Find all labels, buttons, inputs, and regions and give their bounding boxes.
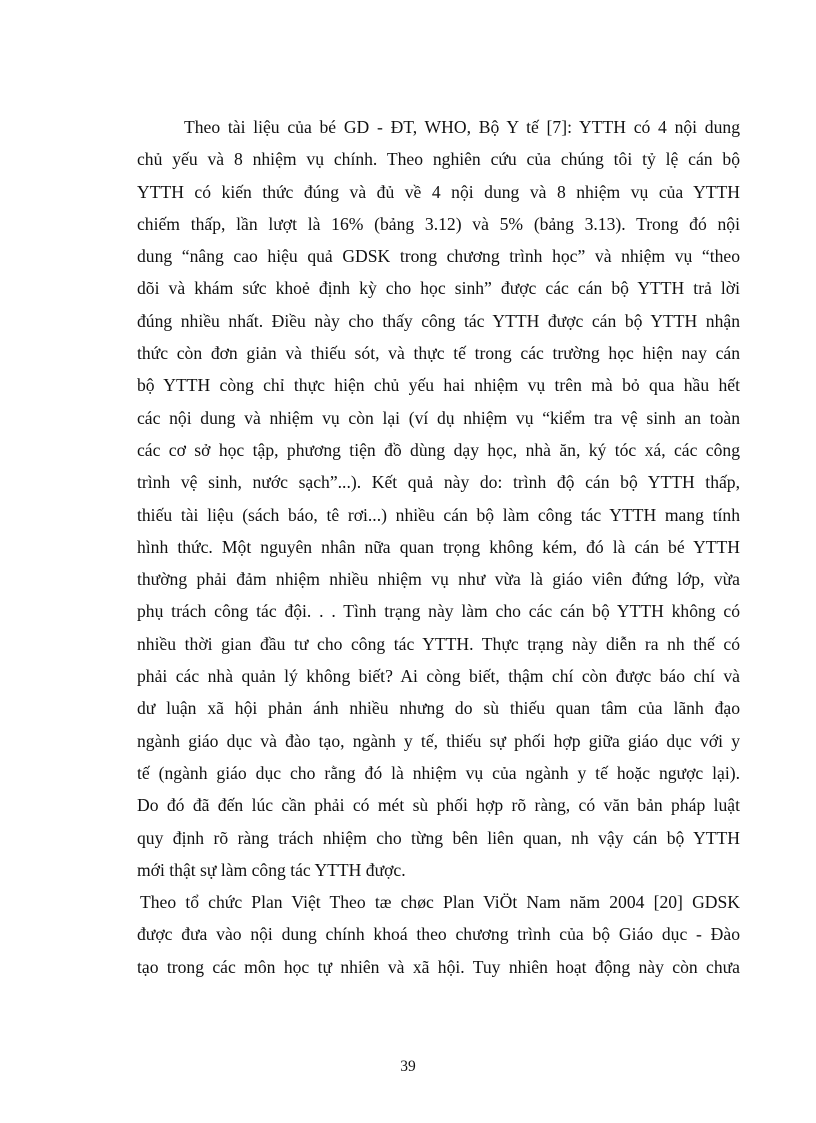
paragraph-line: phải các nhà quản lý không biết? Ai còng biết, thậm chí còn được báo chí và (137, 666, 740, 687)
paragraph-line: thức còn đơn giản và thiếu sót, và thực tế trong các trường học hiện nay cán (137, 343, 740, 364)
paragraph-line: bộ YTTH còng chỉ thực hiện chủ yếu hai nhiệm vụ trên mà bỏ qua hầu hết (137, 375, 740, 396)
paragraph-line: tế (ngành giáo dục cho rằng đó là nhiệm vụ của ngành y tế hoặc ngược lại). (137, 762, 740, 783)
paragraph-line: các cơ sở học tập, phương tiện đồ dùng dạy học, nhà ăn, ký tóc xá, các công (137, 439, 740, 460)
paragraph-line: Theo tổ chức Plan Việt Theo tæ chøc Plan ViÖt Nam năm 2004 [20] GDSK (140, 892, 740, 913)
paragraph-line: Do đó đã đến lúc cần phải có mét sù phối hợp rõ ràng, có văn bản pháp luật (137, 795, 740, 816)
paragraph-line: Theo tài liệu của bé GD - ĐT, WHO, Bộ Y tế [7]: YTTH có 4 nội dung (184, 117, 740, 137)
paragraph-line: YTTH có kiến thức đúng và đủ về 4 nội dung và 8 nhiệm vụ của YTTH (137, 181, 740, 202)
paragraph-line: dung “nâng cao hiệu quả GDSK trong chương trình học” và nhiệm vụ “theo (137, 246, 740, 267)
paragraph-line: dõi và khám sức khoẻ định kỳ cho học sinh” được các cán bộ YTTH trả lời (137, 278, 740, 299)
paragraph-line: thường phải đảm nhiệm nhiều nhiệm vụ như vừa là giáo viên đứng lớp, vừa (137, 569, 740, 590)
paragraph-line: dư luận xã hội phản ánh nhiều nhưng do sù thiếu quan tâm của lãnh đạo (137, 698, 740, 719)
paragraph-line: các nội dung và nhiệm vụ còn lại (ví dụ nhiệm vụ “kiểm tra vệ sinh an toàn (137, 407, 740, 428)
paragraph-line: hình thức. Một nguyên nhân nữa quan trọng không kém, đó là cán bé YTTH (137, 536, 740, 557)
paragraph-line: ngành giáo dục và đào tạo, ngành y tế, thiếu sự phối hợp giữa giáo dục với y (137, 730, 740, 751)
paragraph-line: mới thật sự làm công tác YTTH được. (137, 859, 406, 880)
paragraph-line: tạo trong các môn học tự nhiên và xã hội. Tuy nhiên hoạt động này còn chưa (137, 956, 740, 977)
body-text (137, 111, 740, 983)
paragraph-line: thiếu tài liệu (sách báo, tê rơi...) nhiều cán bộ làm công tác YTTH mang tính (137, 504, 740, 525)
paragraph-line: đúng nhiều nhất. Điều này cho thấy công tác YTTH được cán bộ YTTH nhận (137, 310, 740, 331)
page-number: 39 (400, 1058, 416, 1075)
paragraph-line: phụ trách công tác đội. . . Tình trạng này làm cho các cán bộ YTTH không có (137, 601, 740, 622)
paragraph-line: trình vệ sinh, nước sạch”...). Kết quả này do: trình độ cán bộ YTTH thấp, (137, 472, 740, 493)
paragraph-line: quy định rõ ràng trách nhiệm cho từng bên liên quan, nh vậy cán bộ YTTH (137, 827, 740, 848)
paragraph-line: nhiều thời gian đầu tư cho công tác YTTH. Thực trạng này diễn ra nh thế có (137, 633, 740, 654)
paragraph-line: chủ yếu và 8 nhiệm vụ chính. Theo nghiên cứu của chúng tôi tỷ lệ cán bộ (137, 149, 740, 170)
paragraph-line: chiếm thấp, lần lượt là 16% (bảng 3.12) và 5% (bảng 3.13). Trong đó nội (137, 213, 740, 234)
paragraph-line: được đưa vào nội dung chính khoá theo chương trình của bộ Giáo dục - Đào (137, 924, 740, 945)
